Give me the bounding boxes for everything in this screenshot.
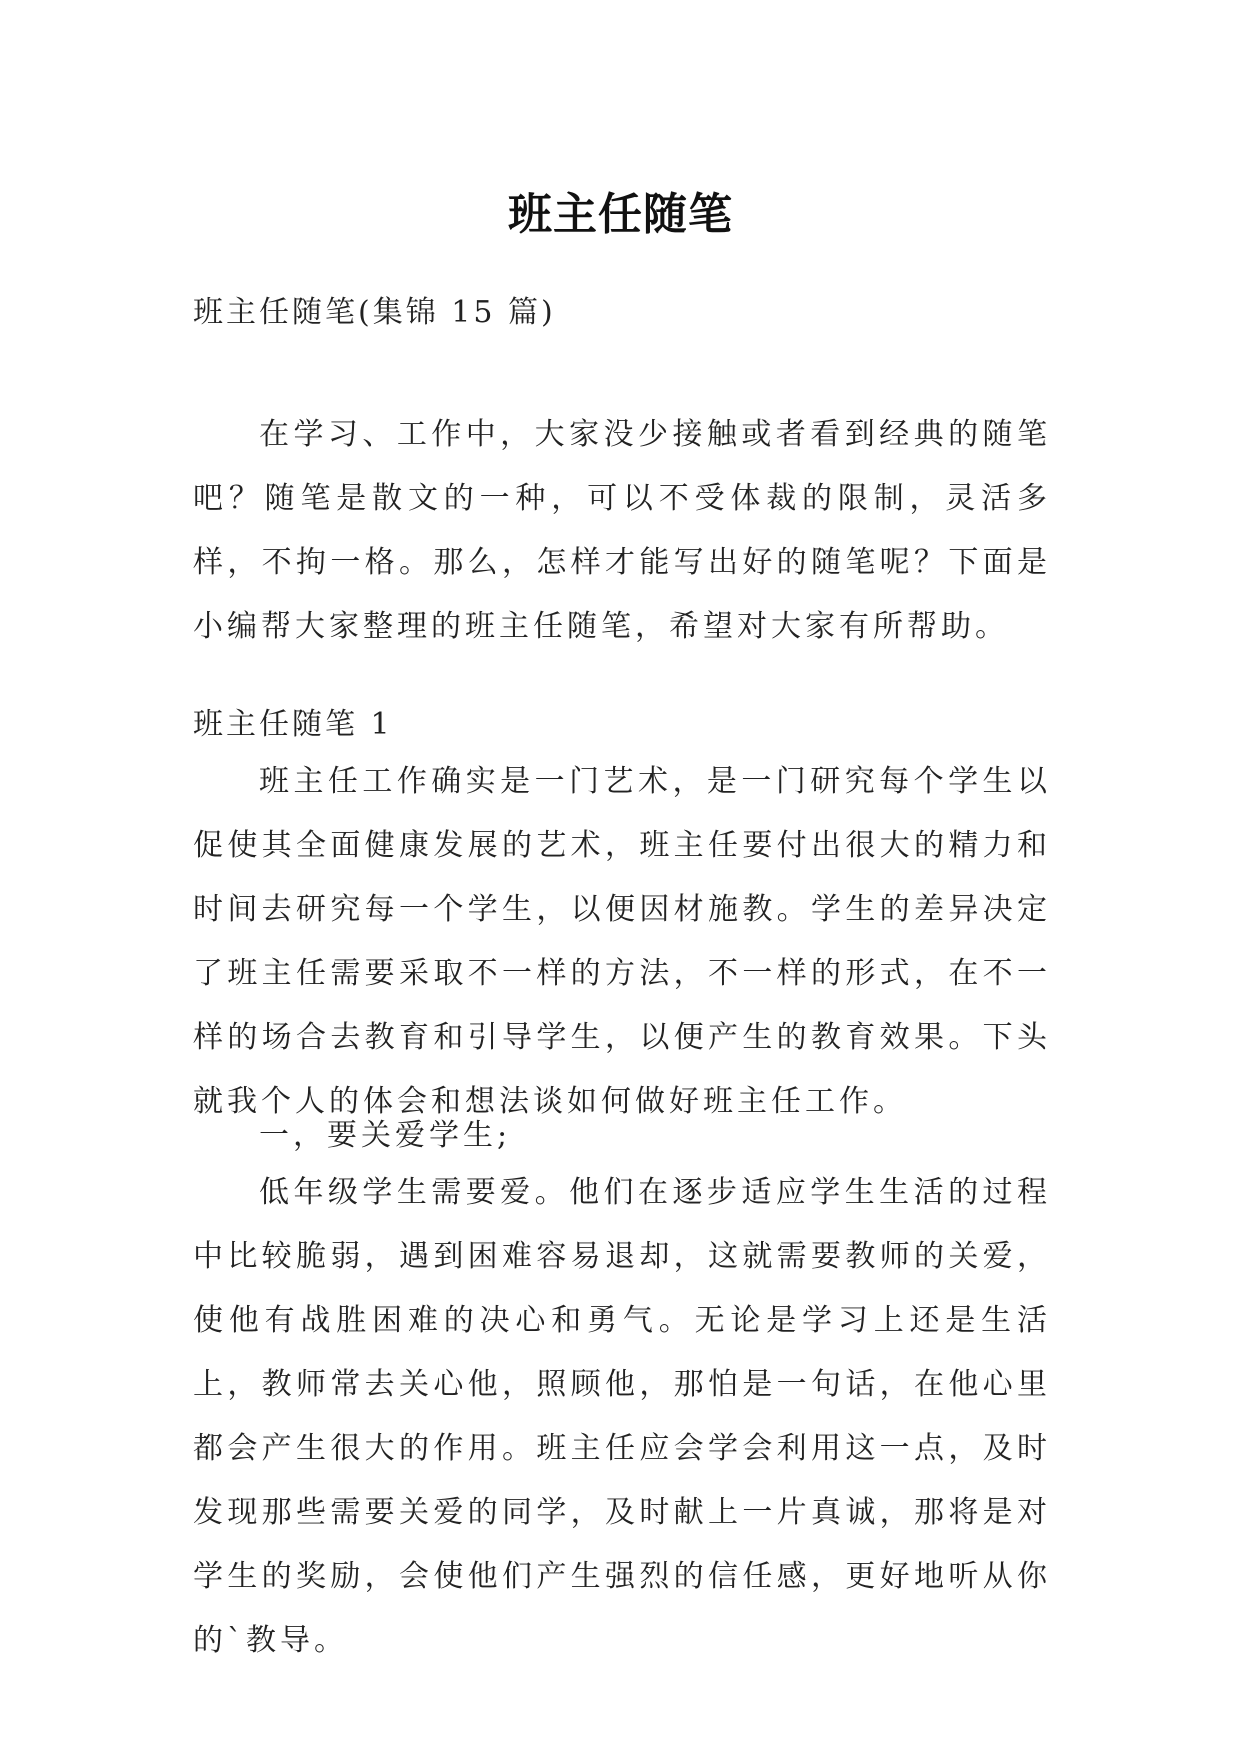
- document-title: 班主任随笔: [508, 189, 733, 241]
- document-subtitle: 班主任随笔(集锦 15 篇): [193, 295, 556, 330]
- intro-paragraph: 在学习、工作中，大家没少接触或者看到经典的随笔吧？随笔是散文的一种，可以不受体裁的限制，灵活多样，不拘一格。那么，怎样才能写出好的随笔呢？下面是小编帮大家整理的班主任随笔，希望对大家有所帮助。: [193, 417, 1051, 644]
- section-point-heading: 一，要关爱学生;: [259, 1118, 512, 1153]
- section-paragraph-2: 低年级学生需要爱。他们在逐步适应学生生活的过程中比较脆弱，遇到困难容易退却，这就需要教师的关爱，使他有战胜困难的决心和勇气。无论是学习上还是生活上，教师常去关心他，照顾他，那怕是一句话，在他心里都会产生很大的作用。班主任应会学会利用这一点，及时发现那些需要关爱的同学，及时献上一片真诚，那将是对学生的奖励，会使他们产生强烈的信任感，更好地听从你的`教导。: [193, 1175, 1051, 1658]
- section-paragraph-1: 班主任工作确实是一门艺术，是一门研究每个学生以促使其全面健康发展的艺术，班主任要付出很大的精力和时间去研究每一个学生，以便因材施教。学生的差异决定了班主任需要采取不一样的方法，不一样的形式，在不一样的场合去教育和引导学生，以便产生的教育效果。下头就我个人的体会和想法谈如何做好班主任工作。: [193, 764, 1051, 1119]
- section-heading: 班主任随笔 1: [193, 707, 393, 742]
